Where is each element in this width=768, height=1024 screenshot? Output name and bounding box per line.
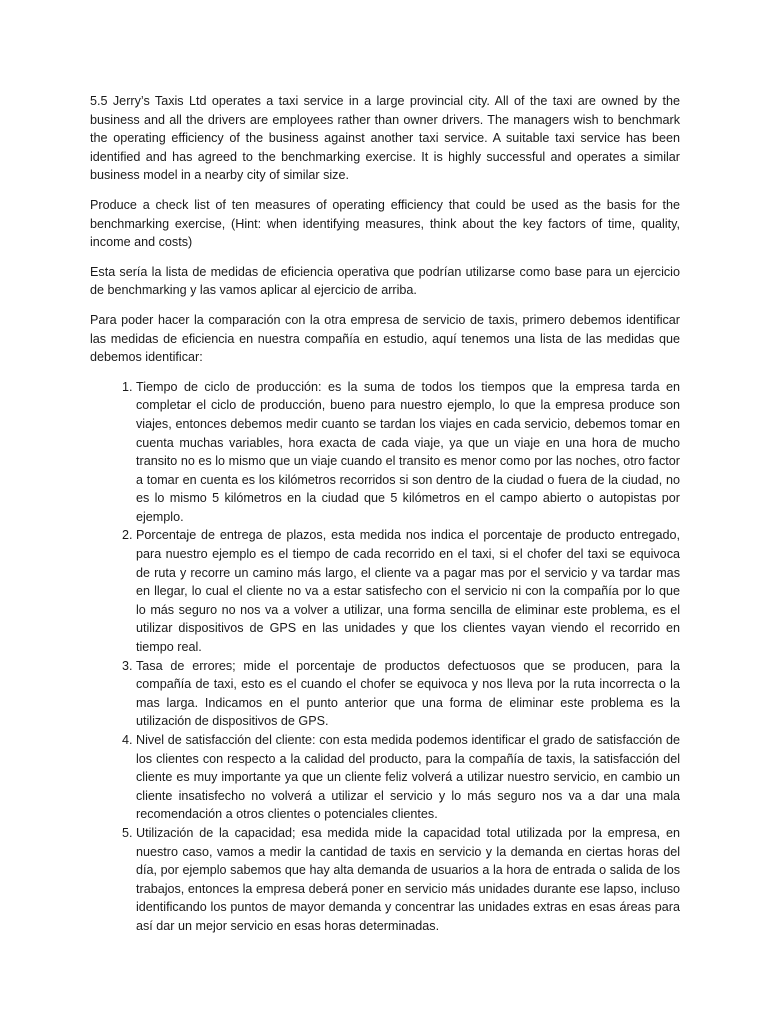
list-item: 4. Nivel de satisfacción del cliente: con esta medida podemos identificar el grado de satisfacción de los clientes con respecto a la calidad del producto, para la compañía de taxis, la satisfacción del cliente es muy importante ya que un cliente feliz volverá a utilizar nuestro servicio, en cambio un cliente insatisfecho no volverá a utilizar el servicio y lo más seguro nos va a dar una mala recomendación a otros clientes o potenciales clientes.	[136, 731, 680, 824]
document-page	[90, 92, 680, 936]
paragraph-question: 5.5 Jerry’s Taxis Ltd operates a taxi service in a large provincial city. All of the taxi are owned by the business and all the drivers are employees rather than owner drivers. The managers wish to benchmark the operating efficiency of the business against another taxi service. A suitable taxi service has been identified and has agreed to the benchmarking exercise. It is highly successful and operates a similar business model in a nearby city of similar size.	[90, 94, 680, 183]
list-item: 3. Tasa de errores; mide el porcentaje de productos defectuosos que se producen, para la compañía de taxi, esto es el cuando el chofer se equivoca y nos lleva por la ruta incorrecta o la mas larga. Indicamos en el punto anterior que una forma de eliminar este problema es la utilización de dispositivos de GPS.	[136, 657, 680, 731]
list-item: 5. Utilización de la capacidad; esa medida mide la capacidad total utilizada por la empresa, en nuestro caso, vamos a medir la cantidad de taxis en servicio y la demanda en ciertas horas del día, por ejemplo sabemos que hay alta demanda de usuarios a la hora de entrada o salida de los trabajos, entonces la empresa deberá poner en servicio más unidades durante ese lapso, incluso identificando los puntos de mayor demanda y concentrar las unidades extras en esas áreas para así dar un mejor servicio en esas horas determinadas.	[136, 824, 680, 936]
paragraph-intro-es: Esta sería la lista de medidas de eficiencia operativa que podrían utilizarse como base para un ejercicio de benchmarking y las vamos aplicar al ejercicio de arriba.	[90, 264, 680, 298]
list-item: 1. Tiempo de ciclo de producción: es la suma de todos los tiempos que la empresa tarda en completar el ciclo de producción, bueno para nuestro ejemplo, lo que la empresa produce son viajes, entonces debemos medir cuanto se tardan los viajes en cada servicio, debemos tomar en cuenta muchas variables, hora exacta de cada viaje, ya que un viaje en una hora de mucho transito no es lo mismo que un viaje cuando el transito es menor como por las noches, otro factor a tomar en cuenta es los kilómetros recorridos si son dentro de la ciudad o fuera de la ciudad, no es lo mismo 5 kilómetros en la ciudad que 5 kilómetros en el campo abierto o autopistas por ejemplo.	[136, 378, 680, 527]
list-item: 2. Porcentaje de entrega de plazos, esta medida nos indica el porcentaje de producto entregado, para nuestro ejemplo es el tiempo de cada recorrido en el taxi, si el chofer del taxi se equivoca de ruta y recorre un camino más largo, el cliente va a pagar mas por el servicio y va tardar mas en llegar, lo cual el cliente no va a estar satisfecho con el servicio ni con la compañía por lo que lo más seguro no nos va a volver a utilizar, una forma sencilla de eliminar este problema, es el utilizar dispositivos de GPS en las unidades y que los clientes vayan viendo el recorrido en tiempo real.	[136, 526, 680, 656]
paragraph-comparison: Para poder hacer la comparación con la otra empresa de servicio de taxis, primero debemos identificar las medidas de eficiencia en nuestra compañía en estudio, aquí tenemos una lista de las medidas que debemos identificar:	[90, 312, 680, 365]
measures-list	[90, 378, 680, 936]
paragraph-task: Produce a check list of ten measures of operating efficiency that could be used as the basis for the benchmarking exercise, (Hint: when identifying measures, think about the key factors of time, quality, income and costs)	[90, 197, 680, 250]
